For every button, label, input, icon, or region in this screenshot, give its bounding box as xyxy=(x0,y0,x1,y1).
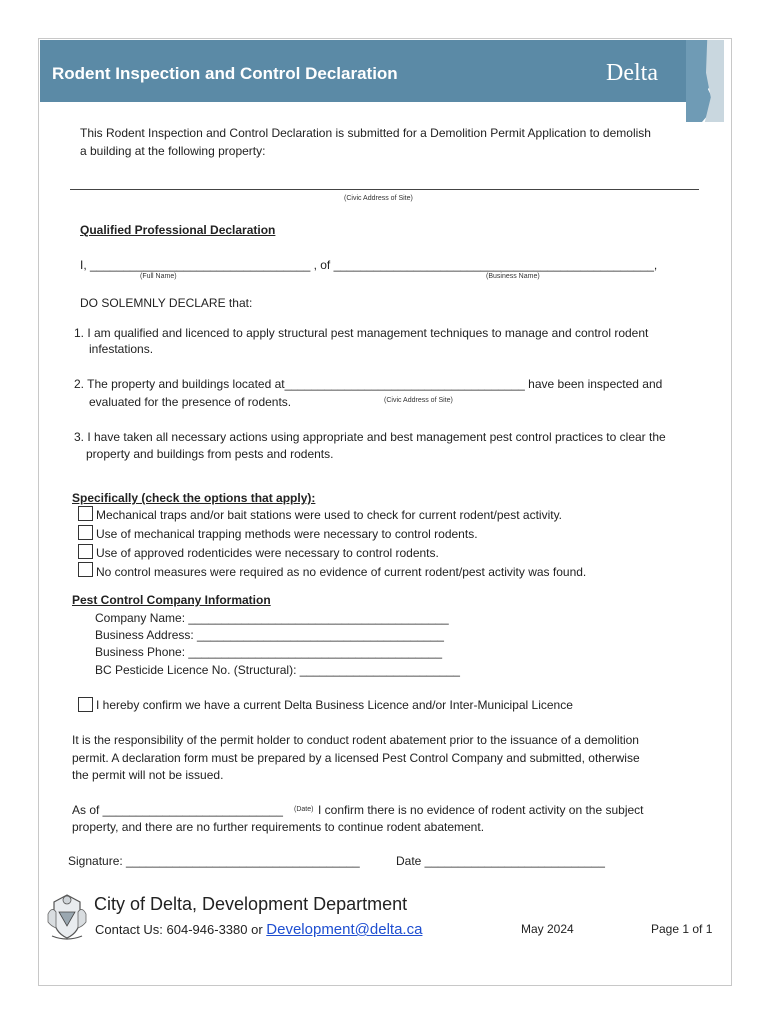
civic-address-field[interactable] xyxy=(70,189,699,190)
option-label-2: Use of mechanical trapping methods were necessary to control rodents. xyxy=(96,527,478,541)
footer-contact xyxy=(95,922,422,937)
item-2-line-2: evaluated for the presence of rodents. xyxy=(89,395,292,409)
company-name-field[interactable]: Company Name: _______________________________________ xyxy=(95,611,449,625)
item-3-line-1: 3. I have taken all necessary actions using appropriate and best management pest control practices to clear the xyxy=(74,430,666,444)
as-of-statement: I confirm there is no evidence of rodent activity on the subject xyxy=(318,803,644,817)
item-1-line-1: 1. I am qualified and licenced to apply structural pest management techniques to manage and control rodent xyxy=(74,326,649,340)
option-checkbox-3[interactable] xyxy=(78,544,93,559)
page-number: Page 1 of 1 xyxy=(651,922,713,936)
signature-field[interactable]: Signature: ___________________________________ xyxy=(68,854,360,868)
intro-line-1: This Rodent Inspection and Control Declaration is submitted for a Demolition Permit Application to demolish xyxy=(80,126,651,140)
option-checkbox-1[interactable] xyxy=(78,506,93,521)
civic-address-caption: (Civic Address of Site) xyxy=(344,195,413,202)
option-label-4: No control measures were required as no evidence of current rodent/pest activity was found. xyxy=(96,565,587,579)
city-crest-icon xyxy=(44,892,90,942)
item-2-line-1[interactable]: 2. The property and buildings located at____________________________________ have been inspected and xyxy=(74,377,663,391)
options-heading: Specifically (check the options that apply): xyxy=(72,491,316,505)
responsibility-line-2: permit. A declaration form must be prepared by a licensed Pest Control Company and submitted, otherwise xyxy=(72,751,640,765)
item-2-caption: (Civic Address of Site) xyxy=(384,397,453,404)
responsibility-line-1: It is the responsibility of the permit holder to conduct rodent abatement prior to the issuance of a demolition xyxy=(72,733,639,747)
full-name-caption: (Full Name) xyxy=(140,273,177,280)
option-checkbox-4[interactable] xyxy=(78,562,93,577)
contact-prefix: Contact Us: 604-946-3380 or xyxy=(95,922,267,937)
option-label-3: Use of approved rodenticides were necessary to control rodents. xyxy=(96,546,439,560)
email-link[interactable]: Development@delta.ca xyxy=(266,921,423,938)
page-title: Rodent Inspection and Control Declaration xyxy=(52,64,398,83)
date-caption: (Date) xyxy=(294,806,314,813)
as-of-line-2: property, and there are no further requirements to continue rodent abatement. xyxy=(72,820,485,834)
company-heading: Pest Control Company Information xyxy=(72,593,271,607)
signature-date-field[interactable]: Date ___________________________ xyxy=(396,854,605,868)
business-name-caption: (Business Name) xyxy=(486,273,540,280)
intro-line-2: a building at the following property: xyxy=(80,144,266,158)
confirm-licence-label: I hereby confirm we have a current Delta Business Licence and/or Inter-Municipal Licence xyxy=(96,698,573,712)
confirm-licence-checkbox[interactable] xyxy=(78,697,93,712)
pesticide-licence-field[interactable]: BC Pesticide Licence No. (Structural): ________________________ xyxy=(95,663,460,677)
option-checkbox-2[interactable] xyxy=(78,525,93,540)
as-of-date-field[interactable]: As of ___________________________ xyxy=(72,803,283,817)
business-phone-field[interactable]: Business Phone: ______________________________________ xyxy=(95,645,442,659)
business-address-field[interactable]: Business Address: _____________________________________ xyxy=(95,628,444,642)
item-3-line-2: property and buildings from pests and rodents. xyxy=(86,447,334,461)
footer-date: May 2024 xyxy=(521,922,574,936)
option-label-1: Mechanical traps and/or bait stations were used to check for current rodent/pest activity. xyxy=(96,508,563,522)
responsibility-line-3: the permit will not be issued. xyxy=(72,768,224,782)
declaration-heading: Qualified Professional Declaration xyxy=(80,223,276,237)
footer-title: City of Delta, Development Department xyxy=(94,894,408,914)
item-1-line-2: infestations. xyxy=(89,342,154,356)
solemnly-declare: DO SOLEMNLY DECLARE that: xyxy=(80,296,253,310)
delta-logo: Delta xyxy=(606,60,658,86)
name-business-line[interactable]: I, _________________________________ , of ________________________________________________, xyxy=(80,258,658,272)
